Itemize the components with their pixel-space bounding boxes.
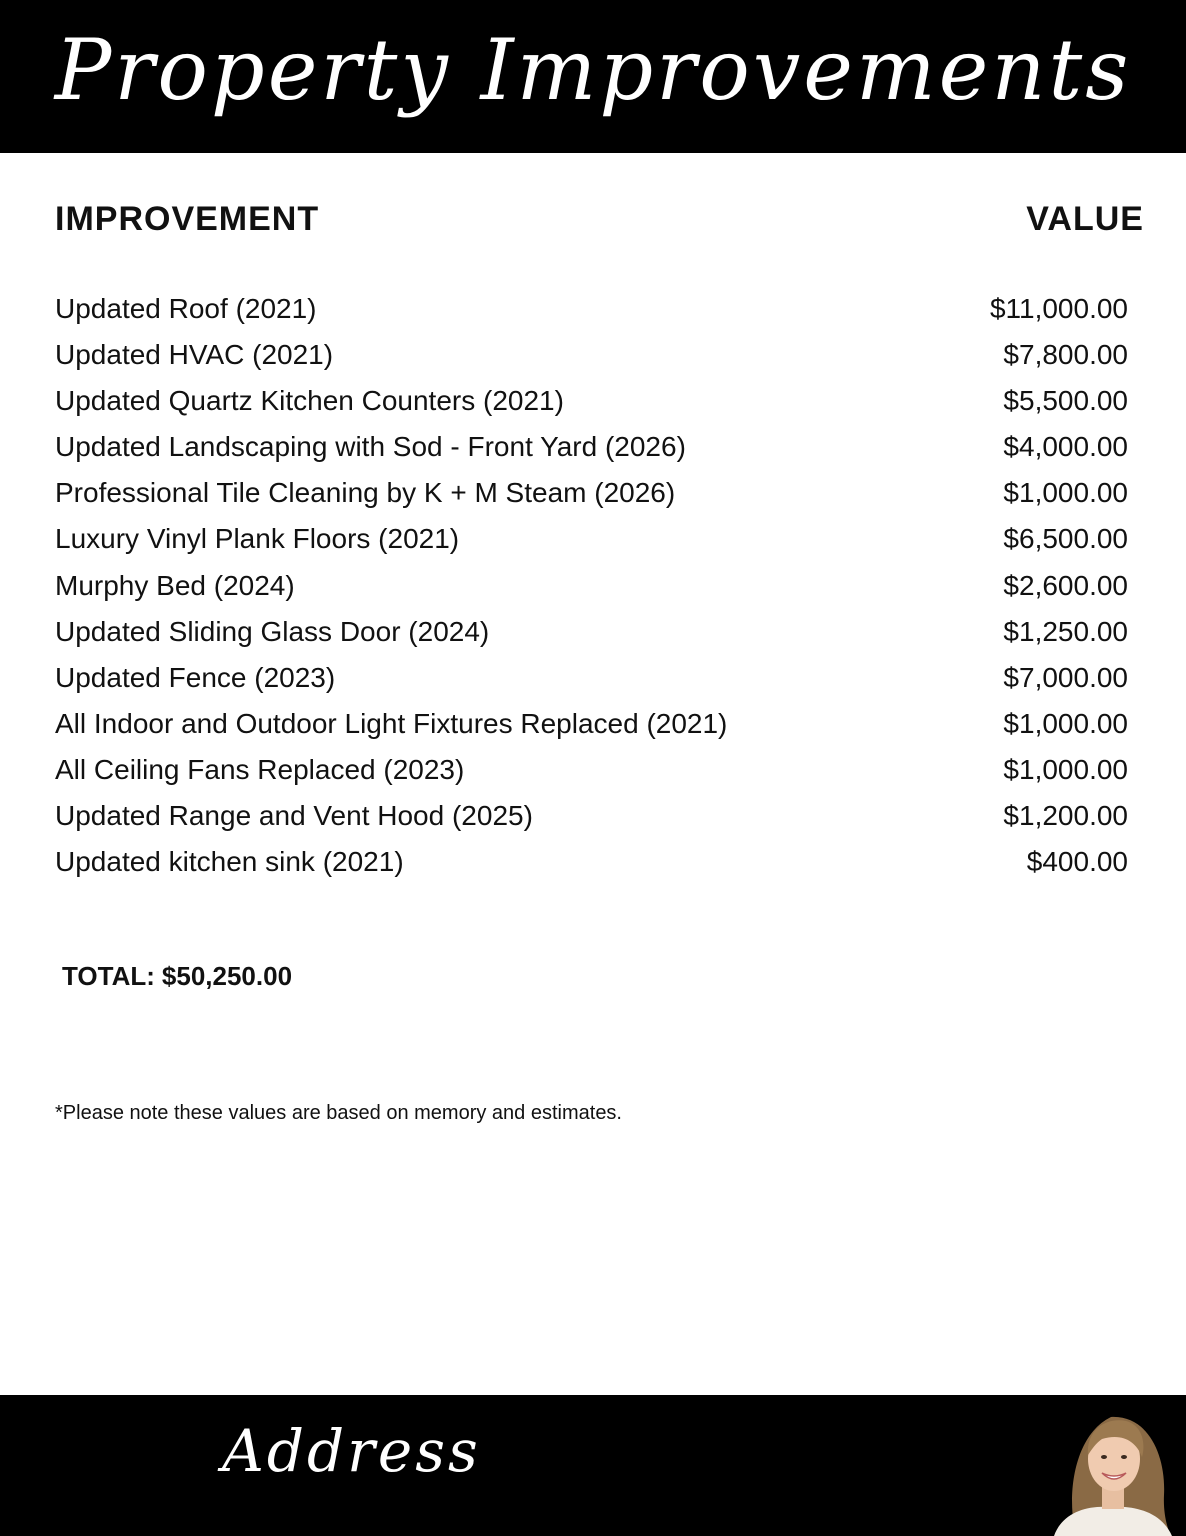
improvement-name: Updated HVAC (2021) bbox=[55, 339, 334, 371]
footer-band bbox=[0, 1395, 1186, 1536]
improvement-name: Updated Range and Vent Hood (2025) bbox=[55, 800, 533, 832]
improvement-value: $6,500.00 bbox=[1003, 523, 1128, 555]
list-item bbox=[55, 839, 1130, 885]
list-item bbox=[55, 793, 1130, 839]
header-band bbox=[0, 0, 1186, 153]
improvement-value: $4,000.00 bbox=[1003, 431, 1128, 463]
improvement-value: $400.00 bbox=[1026, 846, 1128, 878]
list-item bbox=[55, 378, 1130, 424]
improvement-name: Updated Fence (2023) bbox=[55, 661, 336, 693]
improvement-name: Luxury Vinyl Plank Floors (2021) bbox=[55, 523, 460, 555]
improvement-name: Updated Quartz Kitchen Counters (2021) bbox=[55, 385, 564, 417]
improvement-value: $1,000.00 bbox=[1003, 753, 1128, 785]
improvement-value: $1,200.00 bbox=[1003, 800, 1128, 832]
improvement-value: $2,600.00 bbox=[1003, 569, 1128, 601]
improvement-name: Updated Roof (2021) bbox=[55, 293, 317, 324]
improvement-value: $7,000.00 bbox=[1003, 661, 1128, 693]
list-item bbox=[55, 470, 1130, 516]
improvements-list bbox=[55, 286, 1130, 885]
total-label: TOTAL: bbox=[62, 961, 155, 991]
list-item bbox=[55, 563, 1130, 609]
improvement-value: $1,250.00 bbox=[1003, 615, 1128, 647]
column-header-improvement: IMPROVEMENT bbox=[55, 200, 320, 238]
column-header-value: VALUE bbox=[1026, 200, 1144, 238]
improvement-value: $7,800.00 bbox=[1003, 339, 1128, 371]
improvement-name: Professional Tile Cleaning by K + M Steam (2026) bbox=[55, 477, 676, 509]
disclaimer-note: *Please note these values are based on memory and estimates. bbox=[55, 1102, 622, 1124]
improvement-value: $1,000.00 bbox=[1003, 477, 1128, 509]
list-item bbox=[55, 286, 1130, 332]
improvement-value: $5,500.00 bbox=[1003, 385, 1128, 417]
footer-address: Address bbox=[222, 1417, 481, 1485]
improvement-value: $11,000.00 bbox=[989, 293, 1128, 324]
total-line bbox=[62, 958, 292, 994]
improvement-name: All Ceiling Fans Replaced (2023) bbox=[55, 753, 465, 785]
list-item bbox=[55, 424, 1130, 470]
improvement-name: Updated kitchen sink (2021) bbox=[55, 846, 404, 878]
agent-portrait-icon bbox=[1036, 1395, 1186, 1536]
list-item bbox=[55, 516, 1130, 562]
improvement-name: Updated Sliding Glass Door (2024) bbox=[55, 615, 490, 647]
page-title: Property Improvements bbox=[54, 21, 1132, 119]
improvement-value: $1,000.00 bbox=[1003, 707, 1128, 739]
list-item bbox=[55, 609, 1130, 655]
list-item bbox=[55, 747, 1130, 793]
improvement-name: All Indoor and Outdoor Light Fixtures Replaced (2021) bbox=[55, 707, 728, 739]
list-item bbox=[55, 701, 1130, 747]
total-value: $50,250.00 bbox=[161, 961, 293, 991]
improvement-name: Updated Landscaping with Sod - Front Yard (2026) bbox=[55, 431, 686, 463]
list-item bbox=[55, 332, 1130, 378]
list-item bbox=[55, 655, 1130, 701]
improvement-name: Murphy Bed (2024) bbox=[55, 569, 295, 601]
